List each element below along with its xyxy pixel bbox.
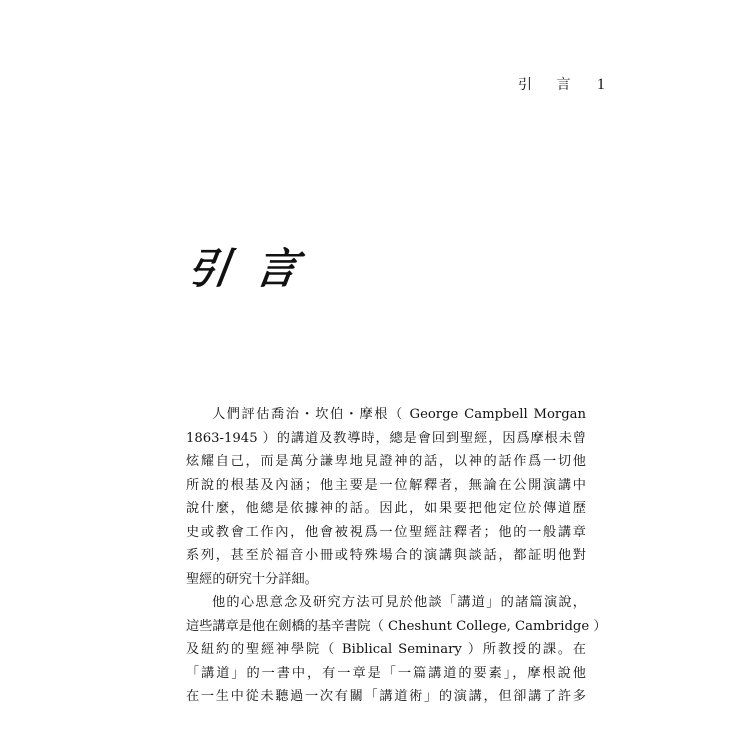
text-line: 史或教會工作內，他會被視爲一位聖經註釋者；他的一般講章: [186, 524, 586, 540]
text-line: 1863-1945 ）的講道及教導時，總是會回到聖經，因爲摩根未曾: [186, 430, 586, 446]
running-head-title: 引 言: [518, 77, 581, 93]
page-number: 1: [596, 76, 605, 93]
paragraph-1: [186, 403, 586, 591]
text-line: 說什麼，他總是依據神的話。因此，如果要把他定位於傳道歷: [186, 501, 586, 516]
text-line: 「講道」的一書中，有一章是「一篇講道的要素」，摩根說他: [186, 665, 586, 681]
paragraph-2: [186, 591, 607, 709]
text-line: 及紐約的聖經神學院（ Biblical Seminary ）所教授的課。在: [186, 642, 586, 657]
text-line: 這些講章是他在劍橋的基辛書院（ Cheshunt College, Cambridge ）: [186, 618, 607, 634]
text-line: 聖經的研究十分詳細。: [186, 571, 318, 587]
text-line: 所說的根基及內涵；他主要是一位解釋者，無論在公開演講中: [186, 477, 586, 493]
text-line: 他的心思意念及研究方法可見於他談「講道」的諸篇演說，: [212, 595, 586, 610]
chapter-title: 引言: [184, 244, 328, 293]
text-line: 在一生中從未聽過一次有關「講道術」的演講，但卻講了許多: [186, 689, 586, 704]
running-head: [518, 74, 605, 94]
text-line: 炫耀自己，而是萬分謙卑地見證神的話，以神的話作爲一切他: [186, 454, 586, 469]
text-line: 人們評估喬治・坎伯・摩根（ George Campbell Morgan: [212, 407, 586, 422]
text-line: 系列，甚至於福音小冊或特殊場合的演講與談話，都証明他對: [186, 548, 586, 563]
body-text: [186, 403, 607, 709]
